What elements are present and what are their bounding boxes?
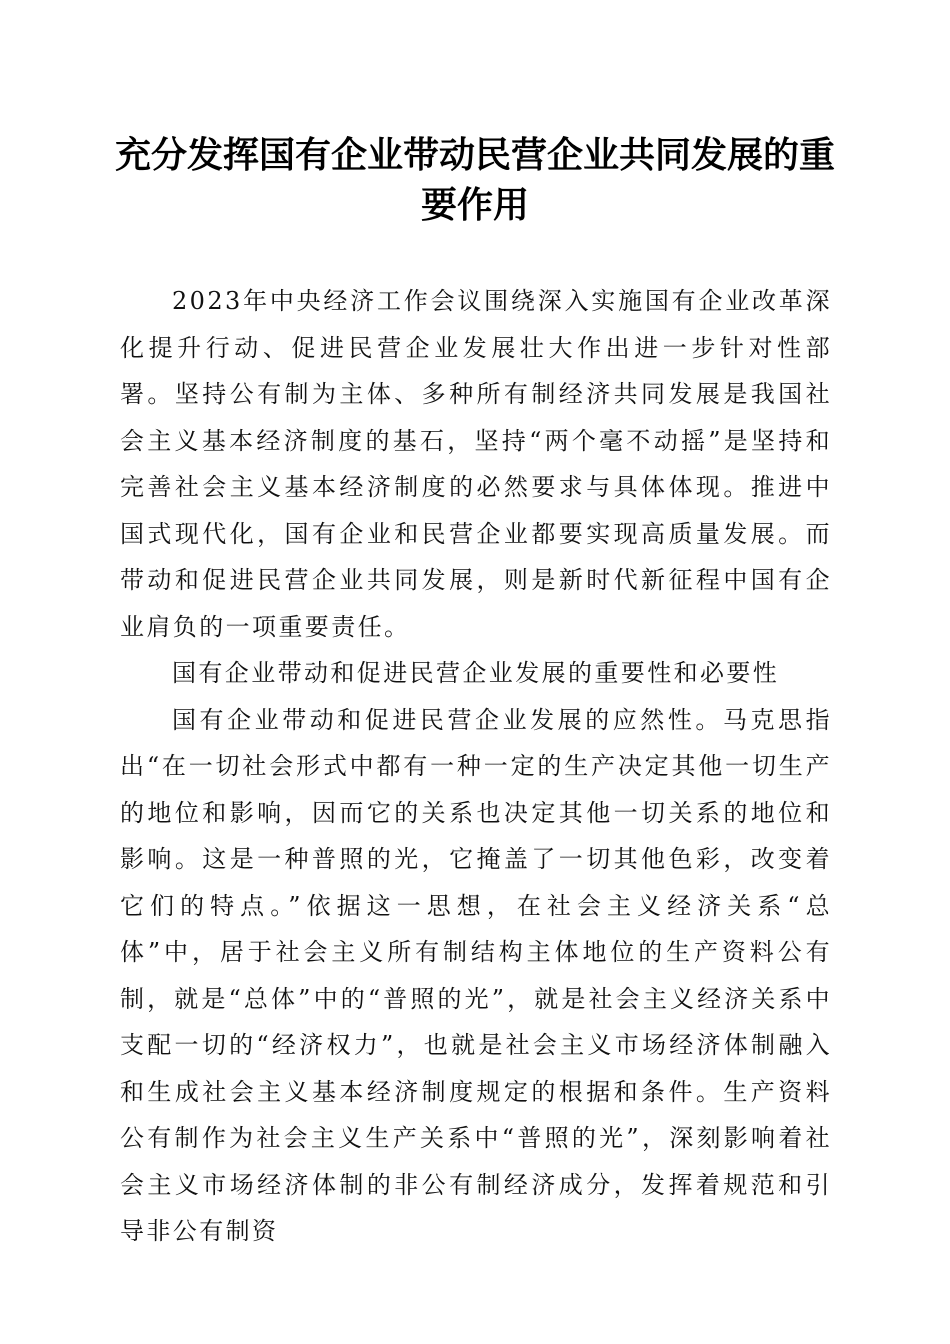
paragraph-section-heading: 国有企业带动和促进民营企业发展的重要性和必要性 bbox=[172, 659, 780, 687]
paragraph-intro: 2023年中央经济工作会议围绕深入实施国有企业改革深化提升行动、促进民营企业发展壮大作出进一步针对性部署。坚持公有制为主体、多种所有制经济共同发展是我国社会主义基本经济制度的基石，坚持“两个毫不动摇”是坚持和完善社会主义基本经济制度的必然要求与具体体现。推进中国式现代化，国有企业和民营企业都要实现高质量发展。而带动和促进民营企业共同发展，则是新时代新征程中国有企业肩负的一项重要责任。 bbox=[120, 287, 832, 641]
paragraph-marx-quote: 国有企业带动和促进民营企业发展的应然性。马克思指出“在一切社会形式中都有一种一定的生产决定其他一切生产的地位和影响，因而它的关系也决定其他一切关系的地位和影响。这是一种普照的光，它掩盖了一切其他色彩，改变着它们的特点。”依据这一思想，在社会主义经济关系“总体”中，居于社会主义所有制结构主体地位的生产资料公有制，就是“总体”中的“普照的光”，就是社会主义经济关系中支配一切的“经济权力”，也就是社会主义市场经济体制融入和生成社会主义基本经济制度规定的根据和条件。生产资料公有制作为社会主义生产关系中“普照的光”，深刻影响着社会主义市场经济体制的非公有制经济成分，发挥着规范和引导非公有制资 bbox=[120, 705, 832, 1245]
document-body bbox=[120, 278, 832, 1255]
document-title: 充分发挥国有企业带动民营企业共同发展的重要作用 bbox=[114, 134, 835, 226]
